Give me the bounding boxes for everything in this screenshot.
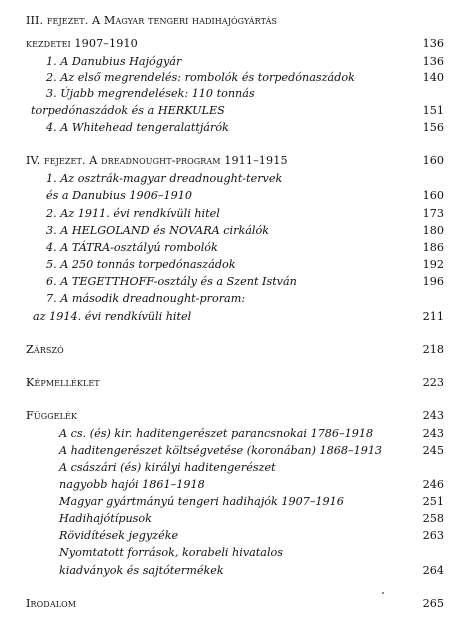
chapter-3-title-line2: kezdetei 1907–1910 [26, 37, 138, 50]
list-item [0, 511, 463, 527]
section-kepmelleklet [0, 375, 463, 391]
list-item [0, 223, 463, 239]
entry-text: Rövidítések jegyzéke [59, 529, 179, 542]
list-item [0, 460, 463, 476]
entry-text: az 1914. évi rendkívüli hitel [33, 310, 192, 323]
entry-text: 6. A TEGETTHOFF-osztály és a Szent István [46, 275, 297, 288]
list-item [0, 257, 463, 273]
entry-text: Magyar gyártmányú tengeri hadihajók 1907–1916 [59, 495, 344, 508]
list-item [0, 443, 463, 459]
entry-page: 136 [422, 55, 444, 68]
entry-page: 264 [422, 564, 444, 577]
entry-page: 196 [422, 275, 444, 288]
entry-text: nagyobb hajói 1861–1918 [59, 478, 205, 491]
entry-text: A császári (és) királyi haditengerészet [59, 461, 276, 474]
list-item [0, 171, 463, 187]
list-item [0, 70, 463, 86]
section-page: 265 [422, 597, 444, 610]
section-page: 218 [422, 343, 444, 356]
entry-page: 180 [422, 224, 444, 237]
section-label: Képmelléklet [26, 376, 100, 389]
entry-text: Nyomtatott források, korabeli hivatalos [59, 546, 284, 559]
entry-text: 3. Újabb megrendelések: 110 tonnás [46, 87, 255, 100]
entry-text: 4. A Whitehead tengeralattjárók [46, 121, 229, 134]
print-speck [382, 592, 384, 594]
list-item [0, 103, 463, 119]
entry-page: 246 [422, 478, 444, 491]
entry-text: 5. A 250 tonnás torpedónaszádok [46, 258, 236, 271]
entry-page: 245 [422, 444, 444, 457]
section-label: Függelék [26, 409, 78, 422]
chapter-4-title: IV. fejezet. A dreadnought-program 1911–1915 [26, 154, 288, 167]
list-item [0, 274, 463, 290]
list-item [0, 563, 463, 579]
entry-page: 140 [422, 71, 444, 84]
list-item [0, 188, 463, 204]
list-item [0, 426, 463, 442]
entry-page: 156 [422, 121, 444, 134]
entry-text: 2. Az első megrendelés: rombolók és torpedónaszádok [46, 71, 355, 84]
entry-page: 160 [422, 189, 444, 202]
entry-text: 3. A HELGOLAND és NOVARA cirkálók [46, 224, 270, 237]
entry-text: 1. Az osztrák-magyar dreadnought-tervek [46, 172, 283, 185]
entry-page: 263 [422, 529, 444, 542]
entry-text: 7. A második dreadnought-proram: [46, 292, 246, 305]
list-item [0, 494, 463, 510]
entry-text: A cs. (és) kir. haditengerészet parancsnokai 1786–1918 [59, 427, 374, 440]
entry-text: 2. Az 1911. évi rendkívüli hitel [46, 207, 220, 220]
list-item [0, 86, 463, 102]
list-item [0, 477, 463, 493]
entry-text: 4. A TÁTRA-osztályú rombolók [46, 241, 218, 254]
chapter-3-heading [0, 13, 463, 29]
chapter-3-page: 136 [422, 37, 444, 50]
section-page: 243 [422, 409, 444, 422]
entry-text: Hadihajótípusok [59, 512, 152, 525]
list-item [0, 528, 463, 544]
entry-page: 211 [422, 310, 444, 323]
list-item [0, 240, 463, 256]
entry-page: 243 [422, 427, 444, 440]
list-item [0, 291, 463, 307]
section-label: Zárszó [26, 343, 64, 356]
entry-page: 186 [422, 241, 444, 254]
list-item [0, 206, 463, 222]
section-zarszo [0, 342, 463, 358]
section-page: 223 [422, 376, 444, 389]
section-fuggelek [0, 408, 463, 424]
entry-page: 192 [422, 258, 444, 271]
entry-page: 151 [422, 104, 444, 117]
section-irodalom [0, 596, 463, 612]
entry-text: A haditengerészet költségvetése (koronában) 1868–1913 [59, 444, 383, 457]
list-item [0, 54, 463, 70]
list-item [0, 309, 463, 325]
chapter-3-title-line1: III. fejezet. A Magyar tengeri hadihajógyártás [26, 14, 278, 27]
list-item [0, 120, 463, 136]
entry-page: 173 [422, 207, 444, 220]
entry-text: kiadványok és sajtótermékek [59, 564, 224, 577]
entry-page: 251 [422, 495, 444, 508]
entry-text: torpedónaszádok és a HERKULES [31, 104, 225, 117]
list-item [0, 545, 463, 561]
entry-page: 258 [422, 512, 444, 525]
entry-text: 1. A Danubius Hajógyár [46, 55, 182, 68]
chapter-4-heading [0, 153, 463, 169]
section-label: Irodalom [26, 597, 77, 610]
entry-text: és a Danubius 1906–1910 [46, 189, 192, 202]
chapter-4-page: 160 [422, 154, 444, 167]
chapter-3-heading-cont [0, 36, 463, 52]
